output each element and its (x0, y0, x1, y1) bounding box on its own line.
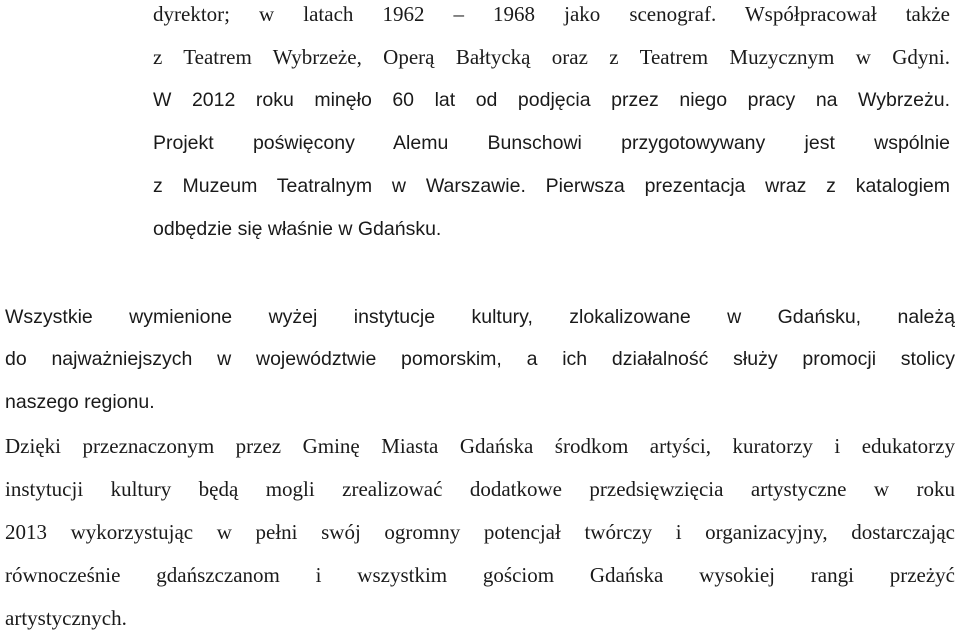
text-line: z Teatrem Wybrzeże, Operą Bałtycką oraz z Teatrem Muzycznym w Gdyni. (153, 45, 950, 69)
text-line: artystycznych. (5, 606, 127, 630)
text-line: W 2012 roku minęło 60 lat od podjęcia przez niego pracy na Wybrzeżu. (153, 89, 950, 111)
text-line: Wszystkie wymienione wyżej instytucje kultury, zlokalizowane w Gdańsku, należą (5, 306, 955, 328)
text-line: z Muzeum Teatralnym w Warszawie. Pierwsza prezentacja wraz z katalogiem (153, 175, 950, 197)
text-line: do najważniejszych w województwie pomorskim, a ich działalność służy promocji stolicy (5, 348, 955, 370)
text-line: Projekt poświęcony Alemu Bunschowi przygotowywany jest wspólnie (153, 132, 950, 154)
text-line: równocześnie gdańszczanom i wszystkim gościom Gdańska wysokiej rangi przeżyć (5, 563, 955, 587)
text-line: odbędzie się właśnie w Gdańsku. (153, 218, 442, 240)
text-line: instytucji kultury będą mogli zrealizować dodatkowe przedsięwzięcia artystyczne w roku (5, 477, 955, 501)
text-line: Dzięki przeznaczonym przez Gminę Miasta Gdańska środkom artyści, kuratorzy i edukatorzy (5, 434, 955, 458)
text-line: 2013 wykorzystując w pełni swój ogromny potencjał twórczy i organizacyjny, dostarczając (5, 520, 955, 544)
text-line: naszego regionu. (5, 391, 155, 413)
text-line: dyrektor; w latach 1962 – 1968 jako scenograf. Współpracował także (153, 2, 950, 26)
